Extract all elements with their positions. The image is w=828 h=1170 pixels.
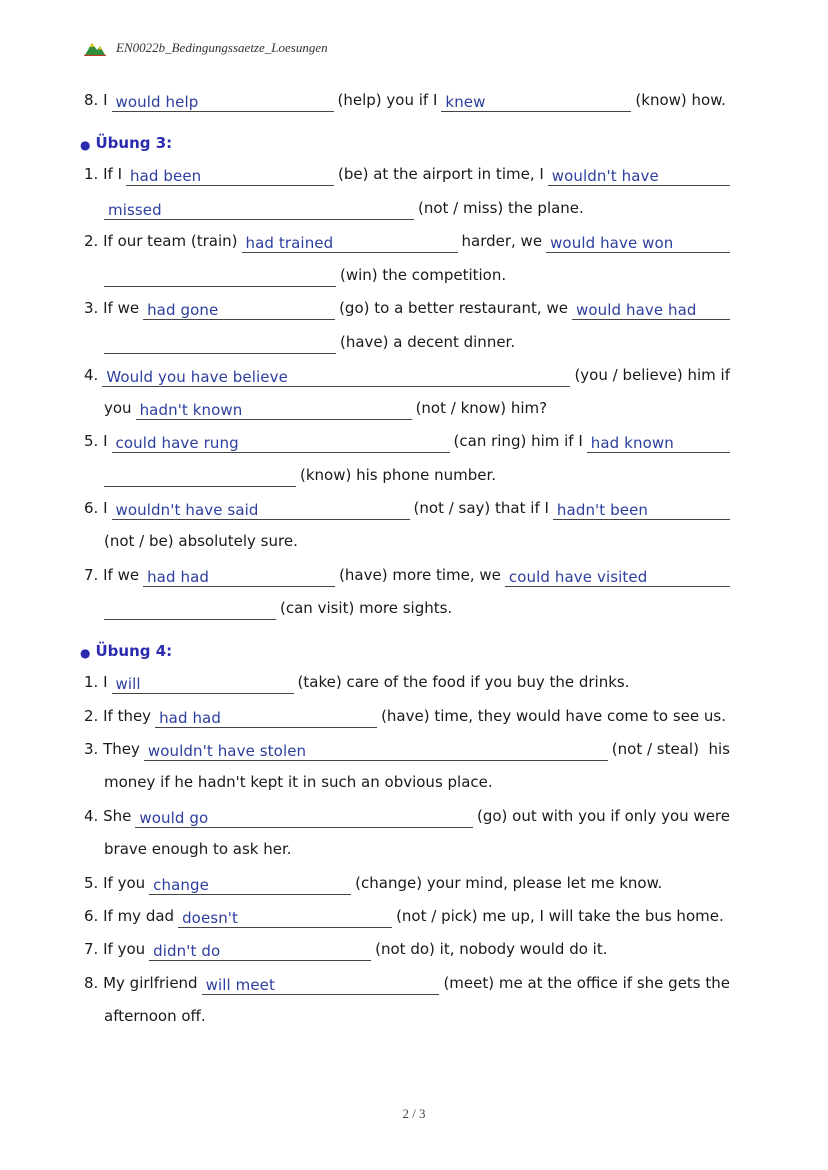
exercise3-item5: 5. I could have rung (can ring) him if I had known [84,427,730,453]
item-number: 8. [84,974,99,992]
answer-blank: knew [441,92,631,112]
exercise4-heading: ● Übung 4: [80,642,173,660]
item-number: 4. [84,366,99,384]
answer-blank: would have won [546,233,730,253]
item-number: 6. [84,499,99,517]
answer-blank: wouldn't have stolen [144,741,608,761]
exercise3-item3-continued: (have) a decent dinner. [104,328,730,354]
mountain-logo-icon [84,40,106,56]
answer-blank [104,600,276,620]
exercise3-item4-continued: you hadn't known (not / know) him? [104,399,548,419]
exercise3-item2-continued: (win) the competition. [104,261,730,287]
answer-blank: didn't do [149,941,371,961]
answer-blank: will [112,674,294,694]
answer-blank: had trained [242,233,458,253]
exercise3-item6: 6. I wouldn't have said (not / say) that if I hadn't been [84,494,730,520]
answer-blank: wouldn't have said [112,500,410,520]
bullet-icon: ● [80,646,91,660]
answer-blank: would have had [572,300,730,320]
exercise4-item8-continued: afternoon off. [104,1007,206,1025]
item-number: 8. [84,91,99,109]
document-title: EN0022b_Bedingungssaetze_Loesungen [116,40,328,55]
answer-blank: could have visited [505,567,730,587]
exercise4-item6: 6. If my dad doesn't (not / pick) me up, I will take the bus home. [84,907,724,927]
exercise2-item8: 8. I would help (help) you if I knew (know) how. [84,91,726,111]
answer-blank [104,467,296,487]
answer-blank: would go [135,808,473,828]
answer-blank: change [149,875,351,895]
answer-blank: had had [143,567,335,587]
exercise3-item7: 7. If we had had (have) more time, we could have visited [84,561,730,587]
item-number: 2. [84,232,99,250]
answer-blank: could have rung [112,433,450,453]
item-number: 7. [84,940,99,958]
answer-blank: hadn't known [136,400,412,420]
exercise3-item5-continued: (know) his phone number. [104,461,730,487]
item-number: 1. [84,165,99,183]
item-number: 3. [84,740,99,758]
exercise4-item1: 1. I will (take) care of the food if you buy the drinks. [84,673,630,693]
item-number: 5. [84,432,99,450]
answer-blank: hadn't been [553,500,730,520]
exercise3-item7-continued: (can visit) more sights. [104,594,730,620]
item-number: 4. [84,807,99,825]
exercise4-item5: 5. If you change (change) your mind, please let me know. [84,874,663,894]
page-header [84,38,328,58]
answer-blank: had had [155,708,377,728]
item-number: 7. [84,566,99,584]
answer-blank: would help [112,92,334,112]
answer-blank [104,334,336,354]
answer-blank: had known [587,433,730,453]
item-number: 3. [84,299,99,317]
answer-blank: Would you have believe [102,367,570,387]
answer-blank: had been [126,166,334,186]
answer-blank: missed [104,200,414,220]
answer-blank: had gone [143,300,335,320]
exercise4-item4-continued: brave enough to ask her. [104,840,292,858]
page-number: 2 / 3 [402,1106,426,1121]
bullet-icon: ● [80,138,91,152]
exercise4-item7: 7. If you didn't do (not do) it, nobody would do it. [84,940,608,960]
exercise3-item1: 1. If I had been (be) at the airport in time, I wouldn't have [84,160,730,186]
answer-blank: will meet [202,975,440,995]
item-number: 1. [84,673,99,691]
exercise4-item4: 4. She would go (go) out with you if only you were [84,807,730,827]
item-number: 5. [84,874,99,892]
exercise3-heading: ● Übung 3: [80,134,173,152]
exercise4-item3-continued: money if he hadn't kept it in such an obvious place. [104,773,493,791]
answer-blank: doesn't [178,908,392,928]
answer-blank: wouldn't have [548,166,730,186]
answer-blank [104,267,336,287]
item-number: 2. [84,707,99,725]
item-number: 6. [84,907,99,925]
exercise3-item2: 2. If our team (train) had trained harder, we would have won [84,227,730,253]
exercise4-item8: 8. My girlfriend will meet (meet) me at the office if she gets the [84,974,730,994]
exercise3-item4: 4. Would you have believe (you / believe) him if [84,366,730,386]
exercise3-item6-continued: (not / be) absolutely sure. [104,532,298,550]
exercise3-item1-continued: missed (not / miss) the plane. [104,194,730,220]
exercise4-item3: 3. They wouldn't have stolen (not / steal) his [84,740,730,760]
exercise3-item3: 3. If we had gone (go) to a better restaurant, we would have had [84,294,730,320]
exercise4-item2: 2. If they had had (have) time, they would have come to see us. [84,707,726,727]
